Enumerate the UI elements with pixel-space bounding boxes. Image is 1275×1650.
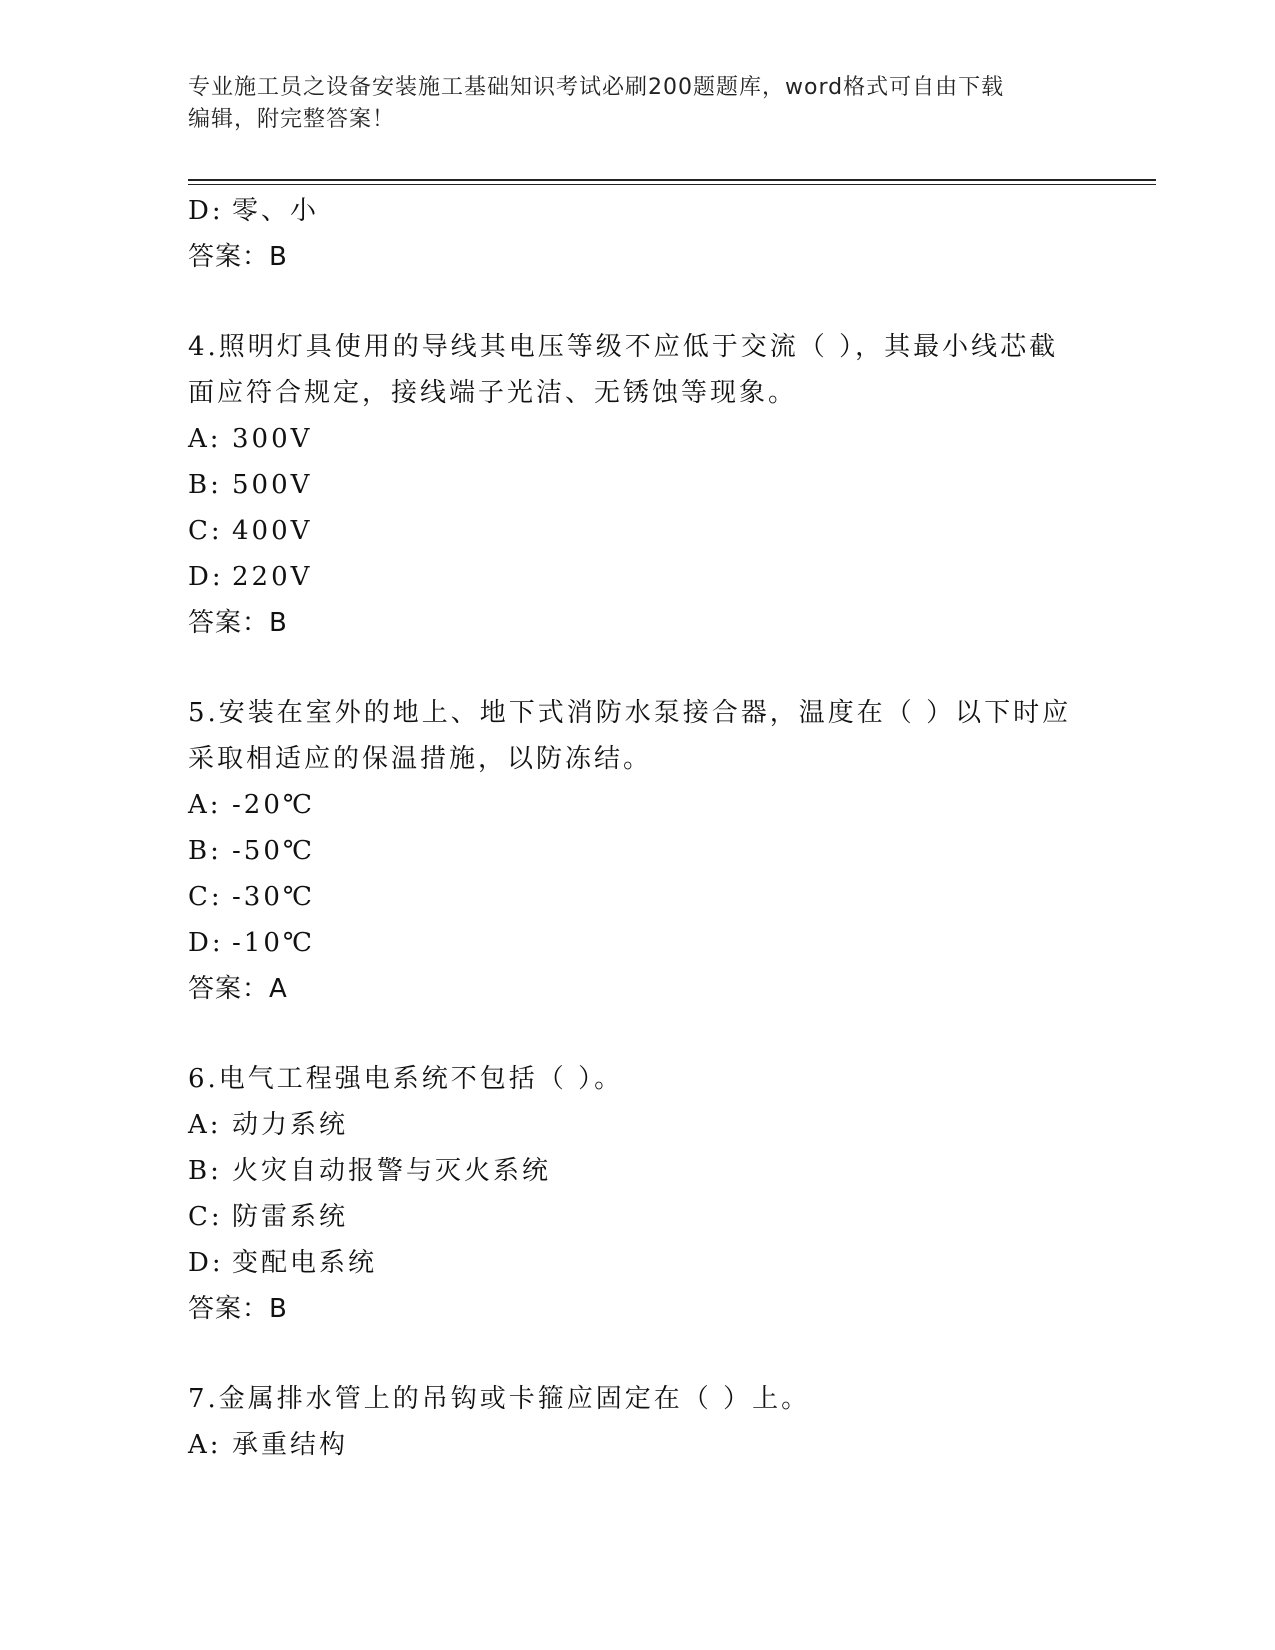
q4-stem-line-1: 4.照明灯具使用的导线其电压等级不应低于交流（ ），其最小线芯截 (188, 332, 1059, 362)
option-label: D: (188, 196, 224, 226)
option-label: A: (188, 424, 222, 454)
spacer (188, 280, 1088, 324)
q4-answer: 答案：B (188, 608, 288, 638)
q6-stem-line-1: 6.电气工程强电系统不包括（ ）。 (188, 1064, 624, 1094)
q4-option-b (188, 462, 1088, 508)
option-label: A: (188, 1110, 222, 1140)
q7-stem-line-1: 7.金属排水管上的吊钩或卡箍应固定在（ ）上。 (188, 1384, 811, 1414)
option-label: B: (188, 470, 222, 500)
prev-answer: 答案：B (188, 242, 288, 272)
header-divider-thick (188, 179, 1156, 181)
q4-option-c (188, 508, 1088, 554)
option-text: -30℃ (232, 882, 315, 912)
option-text: 承重结构 (232, 1430, 349, 1460)
option-text: -10℃ (232, 928, 315, 958)
spacer (188, 646, 1088, 690)
q6-option-a (188, 1102, 1088, 1148)
q4-option-a (188, 416, 1088, 462)
option-text: 防雷系统 (232, 1202, 349, 1232)
spacer (188, 1012, 1088, 1056)
document-header (188, 72, 1088, 136)
option-label: D: (188, 1248, 224, 1278)
spacer (188, 1332, 1088, 1376)
q5-stem-line-1: 5.安装在室外的地上、地下式消防水泵接合器，温度在（ ）以下时应 (188, 698, 1072, 728)
option-text: -20℃ (232, 790, 315, 820)
q5-option-b (188, 828, 1088, 874)
option-label: D: (188, 562, 224, 592)
option-text: 500V (232, 470, 313, 500)
option-label: D: (188, 928, 224, 958)
header-title-line-1: 专业施工员之设备安装施工基础知识考试必刷200题题库，word格式可自由下载 (188, 75, 1005, 100)
q4-stem-line-2: 面应符合规定，接线端子光洁、无锈蚀等现象。 (188, 378, 798, 408)
q5-stem-line-2: 采取相适应的保温措施，以防冻结。 (188, 744, 653, 774)
q5-option-d (188, 920, 1088, 966)
header-title-line-2: 编辑，附完整答案！ (188, 107, 396, 132)
option-text: 220V (232, 562, 313, 592)
option-text: 变配电系统 (232, 1248, 378, 1278)
prev-option-d (188, 188, 1088, 234)
question-list (188, 188, 1088, 1468)
q6-option-d (188, 1240, 1088, 1286)
option-label: C: (188, 516, 223, 546)
option-label: C: (188, 882, 223, 912)
option-label: C: (188, 1202, 223, 1232)
option-text: 火灾自动报警与灭火系统 (232, 1156, 552, 1186)
option-text: 300V (232, 424, 313, 454)
option-text: 零、小 (232, 196, 320, 226)
option-text: -50℃ (232, 836, 315, 866)
option-label: A: (188, 790, 222, 820)
q6-answer: 答案：B (188, 1294, 288, 1324)
q5-option-c (188, 874, 1088, 920)
option-text: 400V (232, 516, 313, 546)
option-label: A: (188, 1430, 222, 1460)
q6-option-b (188, 1148, 1088, 1194)
header-divider-thin (188, 184, 1156, 185)
q5-option-a (188, 782, 1088, 828)
q4-option-d (188, 554, 1088, 600)
q6-option-c (188, 1194, 1088, 1240)
option-label: B: (188, 1156, 222, 1186)
option-text: 动力系统 (232, 1110, 349, 1140)
q5-answer: 答案：A (188, 974, 288, 1004)
option-label: B: (188, 836, 222, 866)
q7-option-a (188, 1422, 1088, 1468)
